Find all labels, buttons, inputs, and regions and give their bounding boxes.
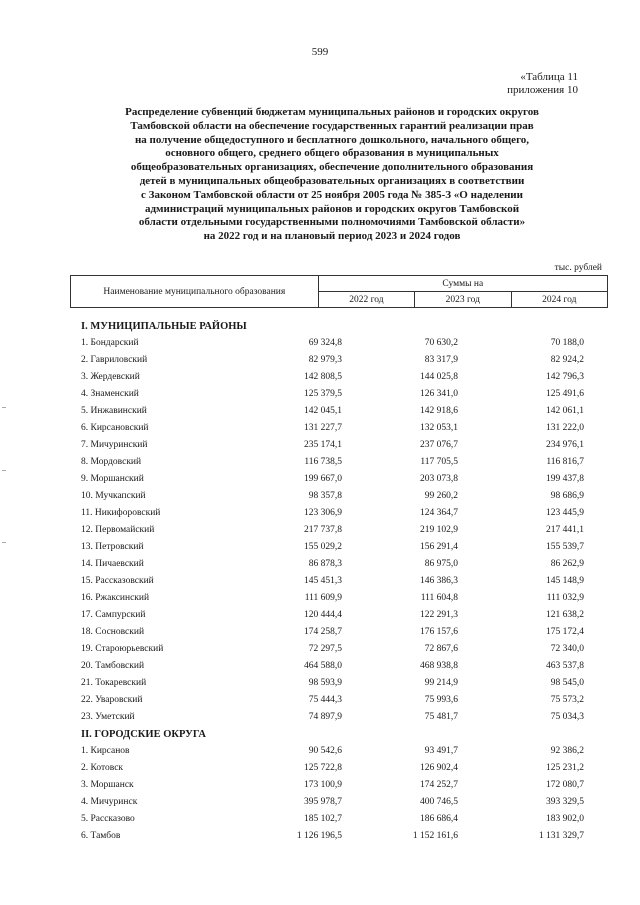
amount-2022: 123 306,9: [304, 508, 342, 518]
header-sums: Суммы на: [318, 276, 607, 292]
amount-2023: 219 102,9: [420, 525, 458, 535]
amount-2023: 156 291,4: [420, 542, 458, 552]
amount-2024: 142 796,3: [546, 372, 584, 382]
amount-2022: 98 357,8: [308, 491, 342, 501]
amount-2022: 464 588,0: [304, 661, 342, 671]
amount-2023: 132 053,1: [420, 423, 458, 433]
table-row: [81, 352, 601, 369]
amount-2023: 176 157,6: [420, 627, 458, 637]
municipality-name: 19. Староюрьевский: [81, 644, 164, 654]
municipality-name: 9. Моршанский: [81, 474, 144, 484]
amount-2024: 175 172,4: [546, 627, 584, 637]
municipality-name: 6. Кирсановский: [81, 423, 149, 433]
header-name-column: Наименование муниципального образования: [71, 276, 319, 308]
municipality-name: 13. Петровский: [81, 542, 144, 552]
amount-2024: 82 924,2: [550, 355, 584, 365]
amount-2022: 120 444,4: [304, 610, 342, 620]
margin-mark: [2, 407, 6, 408]
amount-2023: 72 867,6: [424, 644, 458, 654]
municipality-name: 3. Моршанск: [81, 780, 134, 790]
amount-2022: 217 737,8: [304, 525, 342, 535]
amount-2023: 83 317,9: [424, 355, 458, 365]
amount-2023: 99 260,2: [424, 491, 458, 501]
title-line: Тамбовской области на обеспечение государственных гарантий реализации прав: [130, 119, 534, 132]
municipality-name: 10. Мучкапский: [81, 491, 146, 501]
amount-2022: 74 897,9: [308, 712, 342, 722]
page-number: 599: [311, 46, 329, 58]
margin-mark: [2, 470, 6, 471]
table-reference: [507, 71, 578, 97]
table-row: [81, 675, 601, 692]
table-row: [81, 454, 601, 471]
amount-2023: 75 481,7: [424, 712, 458, 722]
amount-2023: 126 902,4: [420, 763, 458, 773]
amount-2024: 142 061,1: [546, 406, 584, 416]
title-line: с Законом Тамбовской области от 25 ноября 2005 года № 385-З «О наделении: [141, 188, 523, 201]
municipality-name: 12. Первомайский: [81, 525, 155, 535]
table-row: [81, 760, 601, 777]
amount-2023: 70 630,2: [424, 338, 458, 348]
title-line: на 2022 год и на плановый период 2023 и 2024 годов: [203, 230, 461, 243]
amount-2022: 75 444,3: [308, 695, 342, 705]
amount-2023: 174 252,7: [420, 780, 458, 790]
table-ref-line2: приложения 10: [507, 84, 578, 96]
amount-2024: 463 537,8: [546, 661, 584, 671]
table-body: [81, 318, 601, 845]
amount-2024: 75 034,3: [550, 712, 584, 722]
municipality-name: 5. Рассказово: [81, 814, 135, 824]
table-row: [81, 794, 601, 811]
amount-2024: 131 222,0: [546, 423, 584, 433]
amount-2022: 116 738,5: [304, 457, 342, 467]
amount-2024: 111 032,9: [546, 593, 584, 603]
amount-2024: 70 188,0: [550, 338, 584, 348]
table-row: [81, 692, 601, 709]
table-row: [81, 777, 601, 794]
amount-2022: 155 029,2: [304, 542, 342, 552]
table-row: [81, 369, 601, 386]
title-line: администраций муниципальных районов и городских округов Тамбовской: [144, 202, 520, 215]
amount-2022: 395 978,7: [304, 797, 342, 807]
municipality-name: 17. Сампурский: [81, 610, 146, 620]
amount-2024: 183 902,0: [546, 814, 584, 824]
amount-2024: 72 340,0: [550, 644, 584, 654]
amount-2022: 111 609,9: [304, 593, 342, 603]
amount-2023: 117 705,5: [420, 457, 458, 467]
amount-2023: 146 386,3: [420, 576, 458, 586]
title-line: области отдельными государственными полномочиями Тамбовской области»: [138, 216, 526, 229]
table-row: [81, 828, 601, 845]
title-line: Распределение субвенций бюджетам муниципальных районов и городских округов: [125, 106, 539, 118]
amount-2023: 1 152 161,6: [412, 831, 458, 841]
amount-2024: 92 386,2: [550, 746, 584, 756]
table-row: [81, 437, 601, 454]
section-heading: I. МУНИЦИПАЛЬНЫЕ РАЙОНЫ: [81, 321, 247, 332]
municipality-name: 23. Уметский: [81, 712, 135, 722]
municipality-name: 1. Бондарский: [81, 338, 139, 348]
amount-2024: 123 445,9: [546, 508, 584, 518]
margin-mark: [2, 542, 6, 543]
amount-2023: 203 073,8: [420, 474, 458, 484]
municipality-name: 14. Пичаевский: [81, 559, 144, 569]
amount-2024: 98 545,0: [550, 678, 584, 688]
amount-2023: 400 746,5: [420, 797, 458, 807]
table-row: [81, 522, 601, 539]
municipality-name: 15. Рассказовский: [81, 576, 154, 586]
amount-2024: 116 816,7: [546, 457, 584, 467]
amount-2023: 93 491,7: [424, 746, 458, 756]
municipality-name: 3. Жердевский: [81, 372, 140, 382]
table-row: [81, 539, 601, 556]
municipality-name: 18. Сосновский: [81, 627, 145, 637]
amount-2022: 142 808,5: [304, 372, 342, 382]
table-row: [81, 556, 601, 573]
table-row: [81, 471, 601, 488]
title-line: детей в муниципальных общеобразовательных организациях в соответствии: [139, 174, 525, 187]
amount-2023: 144 025,8: [420, 372, 458, 382]
amount-2022: 125 722,8: [304, 763, 342, 773]
amount-2024: 75 573,2: [550, 695, 584, 705]
amount-2024: 86 262,9: [550, 559, 584, 569]
amount-2022: 86 878,3: [308, 559, 342, 569]
municipality-name: 11. Никифоровский: [81, 508, 161, 518]
amount-2024: 155 539,7: [546, 542, 584, 552]
table-row: [81, 573, 601, 590]
table-row: [81, 624, 601, 641]
municipality-name: 7. Мичуринский: [81, 440, 148, 450]
amount-2023: 142 918,6: [420, 406, 458, 416]
document-title: [82, 106, 582, 244]
table-row: [81, 505, 601, 522]
municipality-name: 2. Котовск: [81, 763, 124, 773]
municipality-name: 1. Кирсанов: [81, 746, 130, 756]
amount-2022: 142 045,1: [304, 406, 342, 416]
amount-2022: 69 324,8: [308, 338, 342, 348]
amount-2022: 72 297,5: [308, 644, 342, 654]
amount-2024: 145 148,9: [546, 576, 584, 586]
municipality-name: 4. Мичуринск: [81, 797, 138, 807]
amount-2022: 173 100,9: [304, 780, 342, 790]
amount-2023: 122 291,3: [420, 610, 458, 620]
table-row: [81, 488, 601, 505]
table-ref-line1: «Таблица 11: [520, 71, 578, 83]
table-row: [81, 403, 601, 420]
amount-2024: 125 491,6: [546, 389, 584, 399]
amount-2022: 235 174,1: [304, 440, 342, 450]
table-header: [70, 275, 608, 308]
amount-2024: 393 329,5: [546, 797, 584, 807]
amount-2024: 98 686,9: [550, 491, 584, 501]
table-row: [81, 607, 601, 624]
amount-2022: 98 593,9: [308, 678, 342, 688]
header-year-2024: 2024 год: [511, 292, 607, 308]
amount-2023: 186 686,4: [420, 814, 458, 824]
table-row: [81, 743, 601, 760]
municipality-name: 6. Тамбов: [81, 831, 121, 841]
amount-2022: 82 979,3: [308, 355, 342, 365]
table-row: [81, 386, 601, 403]
amount-2023: 75 993,6: [424, 695, 458, 705]
table-row: [81, 590, 601, 607]
title-line: общеобразовательных организациях, обеспечение дополнительного образования: [130, 161, 534, 174]
header-year-2022: 2022 год: [318, 292, 414, 308]
table-row: [81, 420, 601, 437]
amount-2024: 234 976,1: [546, 440, 584, 450]
header-year-2023: 2023 год: [415, 292, 511, 308]
table-row: [81, 641, 601, 658]
amount-2023: 468 938,8: [420, 661, 458, 671]
amount-2022: 145 451,3: [304, 576, 342, 586]
municipality-name: 4. Знаменский: [81, 389, 139, 399]
units-label: тыс. рублей: [554, 263, 602, 273]
municipality-name: 21. Токаревский: [81, 678, 147, 688]
amount-2023: 237 076,7: [420, 440, 458, 450]
municipality-name: 2. Гавриловский: [81, 355, 148, 365]
amount-2024: 125 231,2: [546, 763, 584, 773]
amount-2023: 111 604,8: [420, 593, 458, 603]
amount-2022: 185 102,7: [304, 814, 342, 824]
amount-2023: 124 364,7: [420, 508, 458, 518]
municipality-name: 8. Мордовский: [81, 457, 142, 467]
amount-2022: 1 126 196,5: [296, 831, 342, 841]
title-line: основного общего, среднего общего образования в муниципальных: [165, 147, 499, 160]
municipality-name: 16. Ржаксинский: [81, 593, 150, 603]
amount-2023: 86 975,0: [424, 559, 458, 569]
amount-2024: 199 437,8: [546, 474, 584, 484]
section-heading: II. ГОРОДСКИЕ ОКРУГА: [81, 729, 206, 740]
amount-2024: 1 131 329,7: [538, 831, 584, 841]
amount-2024: 217 441,1: [546, 525, 584, 535]
amount-2022: 199 667,0: [304, 474, 342, 484]
municipality-name: 5. Инжавинский: [81, 406, 147, 416]
table-row: [81, 709, 601, 726]
municipality-name: 22. Уваровский: [81, 695, 143, 705]
amount-2022: 131 227,7: [304, 423, 342, 433]
municipality-name: 20. Тамбовский: [81, 661, 145, 671]
table-row: [81, 335, 601, 352]
table-row: [81, 811, 601, 828]
amount-2022: 174 258,7: [304, 627, 342, 637]
amount-2024: 172 080,7: [546, 780, 584, 790]
amount-2022: 125 379,5: [304, 389, 342, 399]
amount-2023: 99 214,9: [424, 678, 458, 688]
amount-2023: 126 341,0: [420, 389, 458, 399]
table-row: [81, 658, 601, 675]
title-line: на получение общедоступного и бесплатного дошкольного, начального общего,: [134, 133, 530, 146]
amount-2022: 90 542,6: [308, 746, 342, 756]
amount-2024: 121 638,2: [546, 610, 584, 620]
